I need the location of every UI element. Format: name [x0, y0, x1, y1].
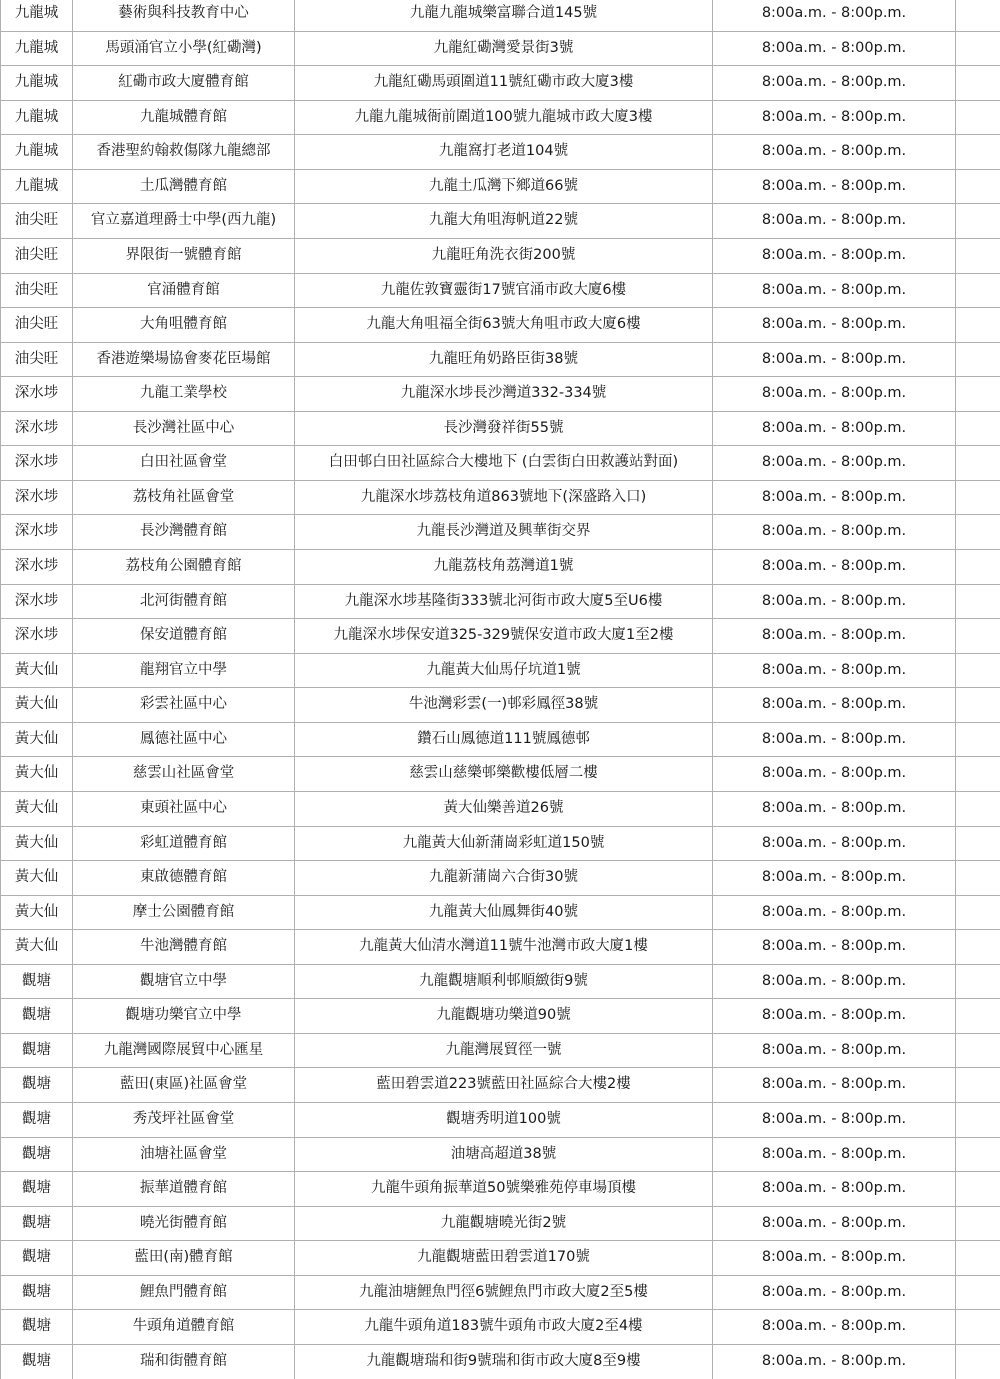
- cell-address: 觀塘秀明道100號: [295, 1103, 713, 1138]
- table-row: [1, 584, 1000, 619]
- cell-venue: 藝術與科技教育中心: [73, 0, 295, 31]
- cell-extra: [956, 653, 1000, 688]
- table-row: [1, 757, 1000, 792]
- table-row: [1, 1241, 1000, 1276]
- table-row: [1, 826, 1000, 861]
- cell-address: 九龍新蒲崗六合街30號: [295, 861, 713, 896]
- table-row: [1, 308, 1000, 343]
- table-row: [1, 619, 1000, 654]
- cell-district: 觀塘: [1, 1275, 73, 1310]
- cell-venue: 東頭社區中心: [73, 791, 295, 826]
- cell-extra: [956, 1033, 1000, 1068]
- cell-district: 油尖旺: [1, 308, 73, 343]
- cell-address: 九龍紅磡灣愛景街3號: [295, 31, 713, 66]
- cell-hours: 8:00a.m. - 8:00p.m.: [713, 342, 956, 377]
- cell-hours: 8:00a.m. - 8:00p.m.: [713, 1241, 956, 1276]
- cell-district: 九龍城: [1, 135, 73, 170]
- table-row: [1, 377, 1000, 412]
- cell-venue: 香港遊樂場協會麥花臣場館: [73, 342, 295, 377]
- cell-address: 九龍紅磡馬頭圍道11號紅磡市政大廈3樓: [295, 66, 713, 101]
- cell-address: 九龍觀塘藍田碧雲道170號: [295, 1241, 713, 1276]
- cell-district: 油尖旺: [1, 273, 73, 308]
- cell-extra: [956, 619, 1000, 654]
- cell-address: 九龍大角咀福全街63號大角咀市政大廈6樓: [295, 308, 713, 343]
- cell-address: 九龍長沙灣道及興華街交界: [295, 515, 713, 550]
- cell-hours: 8:00a.m. - 8:00p.m.: [713, 0, 956, 31]
- table-row: [1, 342, 1000, 377]
- cell-extra: [956, 1068, 1000, 1103]
- table-row: [1, 273, 1000, 308]
- cell-district: 深水埗: [1, 411, 73, 446]
- cell-venue: 觀塘官立中學: [73, 964, 295, 999]
- cell-venue: 保安道體育館: [73, 619, 295, 654]
- cell-address: 九龍油塘鯉魚門徑6號鯉魚門市政大廈2至5樓: [295, 1275, 713, 1310]
- cell-hours: 8:00a.m. - 8:00p.m.: [713, 653, 956, 688]
- table-row: [1, 1172, 1000, 1207]
- cell-hours: 8:00a.m. - 8:00p.m.: [713, 930, 956, 965]
- table-row: [1, 688, 1000, 723]
- cell-extra: [956, 1137, 1000, 1172]
- cell-venue: 長沙灣體育館: [73, 515, 295, 550]
- cell-address: 九龍灣展貿徑一號: [295, 1033, 713, 1068]
- cell-venue: 彩虹道體育館: [73, 826, 295, 861]
- cell-extra: [956, 66, 1000, 101]
- cell-extra: [956, 377, 1000, 412]
- cell-address: 九龍觀塘功樂道90號: [295, 999, 713, 1034]
- cell-district: 黃大仙: [1, 930, 73, 965]
- cell-hours: 8:00a.m. - 8:00p.m.: [713, 861, 956, 896]
- table-row: [1, 1137, 1000, 1172]
- cell-address: 鑽石山鳳德道111號鳳德邨: [295, 722, 713, 757]
- cell-address: 九龍旺角洗衣街200號: [295, 238, 713, 273]
- cell-venue: 摩士公園體育館: [73, 895, 295, 930]
- table-row: [1, 480, 1000, 515]
- cell-extra: [956, 550, 1000, 585]
- cell-venue: 鯉魚門體育館: [73, 1275, 295, 1310]
- cell-district: 黃大仙: [1, 826, 73, 861]
- cell-hours: 8:00a.m. - 8:00p.m.: [713, 66, 956, 101]
- cell-address: 牛池灣彩雲(一)邨彩鳳徑38號: [295, 688, 713, 723]
- cell-district: 深水埗: [1, 550, 73, 585]
- cell-venue: 牛頭角道體育館: [73, 1310, 295, 1345]
- cell-address: 九龍觀塘瑞和街9號瑞和街市政大廈8至9樓: [295, 1344, 713, 1378]
- cell-hours: 8:00a.m. - 8:00p.m.: [713, 273, 956, 308]
- cell-venue: 鳳德社區中心: [73, 722, 295, 757]
- table-row: [1, 169, 1000, 204]
- cell-district: 深水埗: [1, 584, 73, 619]
- cell-venue: 白田社區會堂: [73, 446, 295, 481]
- cell-extra: [956, 791, 1000, 826]
- cell-address: 九龍黃大仙新蒲崗彩虹道150號: [295, 826, 713, 861]
- cell-district: 九龍城: [1, 66, 73, 101]
- cell-address: 九龍黃大仙清水灣道11號牛池灣市政大廈1樓: [295, 930, 713, 965]
- cell-extra: [956, 515, 1000, 550]
- table-row: [1, 238, 1000, 273]
- cell-address: 九龍深水埗保安道325-329號保安道市政大廈1至2樓: [295, 619, 713, 654]
- cell-hours: 8:00a.m. - 8:00p.m.: [713, 1206, 956, 1241]
- cell-district: 黃大仙: [1, 653, 73, 688]
- cell-venue: 龍翔官立中學: [73, 653, 295, 688]
- cell-hours: 8:00a.m. - 8:00p.m.: [713, 515, 956, 550]
- cell-district: 觀塘: [1, 999, 73, 1034]
- cell-venue: 香港聖約翰救傷隊九龍總部: [73, 135, 295, 170]
- cell-extra: [956, 169, 1000, 204]
- table-row: [1, 1344, 1000, 1378]
- cell-extra: [956, 480, 1000, 515]
- table-row: [1, 1068, 1000, 1103]
- cell-hours: 8:00a.m. - 8:00p.m.: [713, 238, 956, 273]
- cell-district: 黃大仙: [1, 722, 73, 757]
- cell-hours: 8:00a.m. - 8:00p.m.: [713, 135, 956, 170]
- cell-hours: 8:00a.m. - 8:00p.m.: [713, 826, 956, 861]
- cell-extra: [956, 31, 1000, 66]
- cell-extra: [956, 826, 1000, 861]
- cell-hours: 8:00a.m. - 8:00p.m.: [713, 964, 956, 999]
- table-row: [1, 446, 1000, 481]
- cell-hours: 8:00a.m. - 8:00p.m.: [713, 1172, 956, 1207]
- cell-address: 九龍觀塘曉光街2號: [295, 1206, 713, 1241]
- table-row: [1, 1103, 1000, 1138]
- cell-venue: 馬頭涌官立小學(紅磡灣): [73, 31, 295, 66]
- table-row: [1, 1275, 1000, 1310]
- table-row: [1, 31, 1000, 66]
- cell-district: 油尖旺: [1, 238, 73, 273]
- cell-hours: 8:00a.m. - 8:00p.m.: [713, 1103, 956, 1138]
- cell-hours: 8:00a.m. - 8:00p.m.: [713, 1344, 956, 1378]
- cell-extra: [956, 964, 1000, 999]
- cell-extra: [956, 308, 1000, 343]
- cell-address: 九龍黃大仙鳳舞街40號: [295, 895, 713, 930]
- cell-hours: 8:00a.m. - 8:00p.m.: [713, 1033, 956, 1068]
- cell-extra: [956, 238, 1000, 273]
- cell-address: 九龍牛頭角道183號牛頭角市政大廈2至4樓: [295, 1310, 713, 1345]
- cell-venue: 九龍城體育館: [73, 100, 295, 135]
- cell-address: 九龍荔枝角荔灣道1號: [295, 550, 713, 585]
- table-row: [1, 1033, 1000, 1068]
- cell-extra: [956, 1172, 1000, 1207]
- cell-venue: 振華道體育館: [73, 1172, 295, 1207]
- cell-address: 九龍旺角奶路臣街38號: [295, 342, 713, 377]
- cell-venue: 長沙灣社區中心: [73, 411, 295, 446]
- cell-venue: 曉光街體育館: [73, 1206, 295, 1241]
- cell-extra: [956, 135, 1000, 170]
- cell-extra: [956, 100, 1000, 135]
- cell-address: 黃大仙樂善道26號: [295, 791, 713, 826]
- cell-district: 觀塘: [1, 1137, 73, 1172]
- cell-district: 九龍城: [1, 100, 73, 135]
- cell-district: 黃大仙: [1, 791, 73, 826]
- cell-venue: 土瓜灣體育館: [73, 169, 295, 204]
- cell-district: 油尖旺: [1, 204, 73, 239]
- cell-address: 藍田碧雲道223號藍田社區綜合大樓2樓: [295, 1068, 713, 1103]
- cell-district: 九龍城: [1, 0, 73, 31]
- cell-hours: 8:00a.m. - 8:00p.m.: [713, 895, 956, 930]
- cell-address: 九龍佐敦寶靈街17號官涌市政大廈6樓: [295, 273, 713, 308]
- cell-address: 九龍大角咀海帆道22號: [295, 204, 713, 239]
- cell-address: 九龍牛頭角振華道50號樂雅苑停車場頂樓: [295, 1172, 713, 1207]
- cell-extra: [956, 411, 1000, 446]
- table-row: [1, 895, 1000, 930]
- cell-venue: 牛池灣體育館: [73, 930, 295, 965]
- cell-extra: [956, 1103, 1000, 1138]
- cell-hours: 8:00a.m. - 8:00p.m.: [713, 757, 956, 792]
- table-row: [1, 999, 1000, 1034]
- cell-hours: 8:00a.m. - 8:00p.m.: [713, 31, 956, 66]
- table-row: [1, 515, 1000, 550]
- table-row: [1, 930, 1000, 965]
- cell-address: 九龍九龍城樂富聯合道145號: [295, 0, 713, 31]
- cell-extra: [956, 722, 1000, 757]
- cell-hours: 8:00a.m. - 8:00p.m.: [713, 308, 956, 343]
- cell-address: 九龍九龍城衙前圍道100號九龍城市政大廈3樓: [295, 100, 713, 135]
- cell-district: 深水埗: [1, 515, 73, 550]
- cell-hours: 8:00a.m. - 8:00p.m.: [713, 619, 956, 654]
- cell-district: 觀塘: [1, 1068, 73, 1103]
- cell-district: 黃大仙: [1, 895, 73, 930]
- cell-district: 深水埗: [1, 619, 73, 654]
- cell-venue: 東啟德體育館: [73, 861, 295, 896]
- cell-hours: 8:00a.m. - 8:00p.m.: [713, 1310, 956, 1345]
- table-row: [1, 100, 1000, 135]
- cell-district: 九龍城: [1, 31, 73, 66]
- cell-address: 九龍土瓜灣下鄉道66號: [295, 169, 713, 204]
- cell-venue: 秀茂坪社區會堂: [73, 1103, 295, 1138]
- cell-district: 觀塘: [1, 1172, 73, 1207]
- table-row: [1, 653, 1000, 688]
- cell-hours: 8:00a.m. - 8:00p.m.: [713, 480, 956, 515]
- cell-address: 九龍黃大仙馬仔坑道1號: [295, 653, 713, 688]
- cell-extra: [956, 1344, 1000, 1378]
- table-row: [1, 135, 1000, 170]
- cell-venue: 官立嘉道理爵士中學(西九龍): [73, 204, 295, 239]
- venue-table-body: [1, 0, 1000, 1379]
- cell-extra: [956, 861, 1000, 896]
- cell-hours: 8:00a.m. - 8:00p.m.: [713, 999, 956, 1034]
- cell-district: 深水埗: [1, 446, 73, 481]
- cell-address: 九龍深水埗荔枝角道863號地下(深盛路入口): [295, 480, 713, 515]
- cell-district: 觀塘: [1, 1344, 73, 1378]
- cell-district: 觀塘: [1, 1103, 73, 1138]
- cell-venue: 北河街體育館: [73, 584, 295, 619]
- cell-extra: [956, 999, 1000, 1034]
- cell-hours: 8:00a.m. - 8:00p.m.: [713, 791, 956, 826]
- table-row: [1, 204, 1000, 239]
- cell-hours: 8:00a.m. - 8:00p.m.: [713, 722, 956, 757]
- cell-district: 油尖旺: [1, 342, 73, 377]
- cell-hours: 8:00a.m. - 8:00p.m.: [713, 377, 956, 412]
- cell-extra: [956, 757, 1000, 792]
- cell-address: 長沙灣發祥街55號: [295, 411, 713, 446]
- cell-district: 黃大仙: [1, 688, 73, 723]
- cell-venue: 界限街一號體育館: [73, 238, 295, 273]
- cell-district: 觀塘: [1, 1033, 73, 1068]
- cell-venue: 荔枝角公園體育館: [73, 550, 295, 585]
- cell-district: 觀塘: [1, 1206, 73, 1241]
- cell-district: 深水埗: [1, 480, 73, 515]
- cell-hours: 8:00a.m. - 8:00p.m.: [713, 688, 956, 723]
- cell-address: 九龍深水埗長沙灣道332-334號: [295, 377, 713, 412]
- cell-extra: [956, 446, 1000, 481]
- cell-venue: 油塘社區會堂: [73, 1137, 295, 1172]
- cell-venue: 藍田(東區)社區會堂: [73, 1068, 295, 1103]
- table-row: [1, 550, 1000, 585]
- cell-hours: 8:00a.m. - 8:00p.m.: [713, 1068, 956, 1103]
- cell-extra: [956, 1241, 1000, 1276]
- cell-address: 白田邨白田社區綜合大樓地下 (白雲街白田救護站對面): [295, 446, 713, 481]
- cell-venue: 九龍工業學校: [73, 377, 295, 412]
- table-row: [1, 1206, 1000, 1241]
- table-row: [1, 0, 1000, 31]
- cell-address: 九龍觀塘順利邨順緻街9號: [295, 964, 713, 999]
- cell-hours: 8:00a.m. - 8:00p.m.: [713, 100, 956, 135]
- cell-hours: 8:00a.m. - 8:00p.m.: [713, 550, 956, 585]
- cell-hours: 8:00a.m. - 8:00p.m.: [713, 584, 956, 619]
- cell-venue: 彩雲社區中心: [73, 688, 295, 723]
- cell-venue: 紅磡市政大廈體育館: [73, 66, 295, 101]
- cell-venue: 觀塘功樂官立中學: [73, 999, 295, 1034]
- cell-venue: 瑞和街體育館: [73, 1344, 295, 1378]
- cell-extra: [956, 895, 1000, 930]
- cell-extra: [956, 1310, 1000, 1345]
- cell-venue: 九龍灣國際展貿中心匯星: [73, 1033, 295, 1068]
- cell-hours: 8:00a.m. - 8:00p.m.: [713, 1275, 956, 1310]
- cell-extra: [956, 584, 1000, 619]
- cell-venue: 大角咀體育館: [73, 308, 295, 343]
- cell-extra: [956, 688, 1000, 723]
- cell-hours: 8:00a.m. - 8:00p.m.: [713, 1137, 956, 1172]
- table-row: [1, 791, 1000, 826]
- cell-extra: [956, 0, 1000, 31]
- table-row: [1, 861, 1000, 896]
- table-row: [1, 411, 1000, 446]
- cell-district: 黃大仙: [1, 757, 73, 792]
- cell-district: 觀塘: [1, 964, 73, 999]
- cell-address: 慈雲山慈樂邨樂歡樓低層二樓: [295, 757, 713, 792]
- table-row: [1, 964, 1000, 999]
- cell-district: 黃大仙: [1, 861, 73, 896]
- table-row: [1, 722, 1000, 757]
- table-row: [1, 66, 1000, 101]
- cell-venue: 藍田(南)體育館: [73, 1241, 295, 1276]
- cell-extra: [956, 342, 1000, 377]
- cell-venue: 慈雲山社區會堂: [73, 757, 295, 792]
- cell-district: 觀塘: [1, 1241, 73, 1276]
- cell-venue: 官涌體育館: [73, 273, 295, 308]
- cell-extra: [956, 1275, 1000, 1310]
- cell-extra: [956, 930, 1000, 965]
- cell-district: 深水埗: [1, 377, 73, 412]
- cell-hours: 8:00a.m. - 8:00p.m.: [713, 204, 956, 239]
- cell-address: 九龍窩打老道104號: [295, 135, 713, 170]
- cell-hours: 8:00a.m. - 8:00p.m.: [713, 411, 956, 446]
- cell-hours: 8:00a.m. - 8:00p.m.: [713, 446, 956, 481]
- cell-extra: [956, 1206, 1000, 1241]
- cell-address: 九龍深水埗基隆街333號北河街市政大廈5至U6樓: [295, 584, 713, 619]
- cell-venue: 荔枝角社區會堂: [73, 480, 295, 515]
- table-row: [1, 1310, 1000, 1345]
- cell-extra: [956, 204, 1000, 239]
- cell-hours: 8:00a.m. - 8:00p.m.: [713, 169, 956, 204]
- cell-extra: [956, 273, 1000, 308]
- cell-district: 觀塘: [1, 1310, 73, 1345]
- cell-address: 油塘高超道38號: [295, 1137, 713, 1172]
- cell-district: 九龍城: [1, 169, 73, 204]
